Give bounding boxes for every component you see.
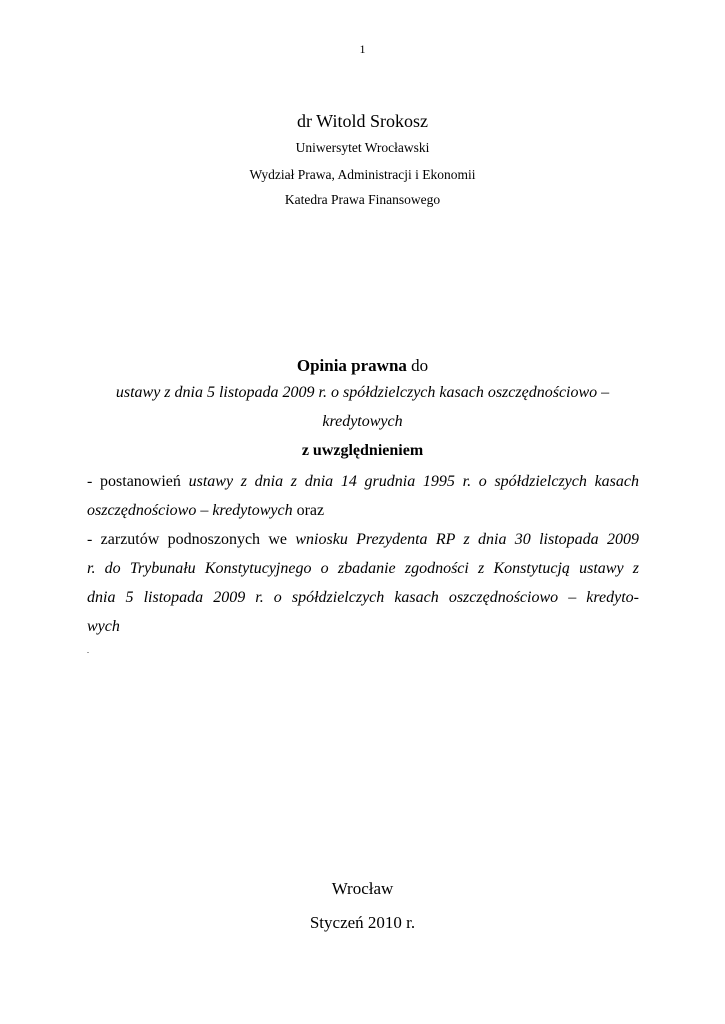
item1-italic-2: oszczędnościowo – kredytowych [87, 502, 293, 519]
affiliation-faculty: Wydział Prawa, Administracji i Ekonomii [249, 167, 476, 182]
footer-city: Wrocław [331, 879, 394, 898]
item2-italic-3: dnia 5 listopada 2009 r. o spółdzielczych kasach oszczędnościowo – kredyto- [87, 589, 639, 606]
item1-italic-1: ustawy z dnia z dnia 14 grudnia 1995 r. o spółdzielczych kasach [188, 473, 640, 490]
item2-line2 [87, 554, 639, 583]
considering-heading: z uwzględnieniem [301, 442, 424, 459]
list-item-regulations [87, 467, 639, 525]
item2-italic-2: r. do Trybunału Konstytucyjnego o zbadanie zgodności z Konstytucją ustawy z [87, 560, 639, 577]
affiliation-department: Katedra Prawa Finansowego [284, 192, 441, 207]
list-item-objections [87, 525, 639, 641]
item1-prefix: - postanowień [87, 473, 189, 490]
item1-suffix: oraz [292, 502, 325, 519]
affiliation-university: Uniwersytet Wrocławski [295, 140, 430, 155]
item2-line3 [87, 583, 639, 612]
item2-line1 [87, 525, 639, 554]
item2-italic-4: wych [87, 618, 120, 635]
item1-line1 [87, 467, 639, 496]
author-name: dr Witold Srokosz [297, 111, 428, 131]
item2-prefix: - zarzutów podnoszonych we [87, 531, 296, 548]
title-rest: do [406, 356, 429, 375]
subject-line-2: kredytowych [322, 413, 403, 430]
footer-date: Styczeń 2010 r. [309, 913, 416, 932]
page-number: 1 [359, 42, 366, 56]
item1-line2 [87, 496, 639, 525]
document-title [0, 356, 725, 376]
item2-line4 [87, 612, 639, 641]
stray-mark: . [87, 646, 89, 655]
subject-line-1: ustawy z dnia 5 listopada 2009 r. o spółdzielczych kasach oszczędnościowo – [115, 384, 610, 401]
item2-italic-1: wniosku Prezydenta RP z dnia 30 listopada 2009 [295, 531, 640, 548]
title-bold: Opinia prawna [296, 356, 407, 375]
